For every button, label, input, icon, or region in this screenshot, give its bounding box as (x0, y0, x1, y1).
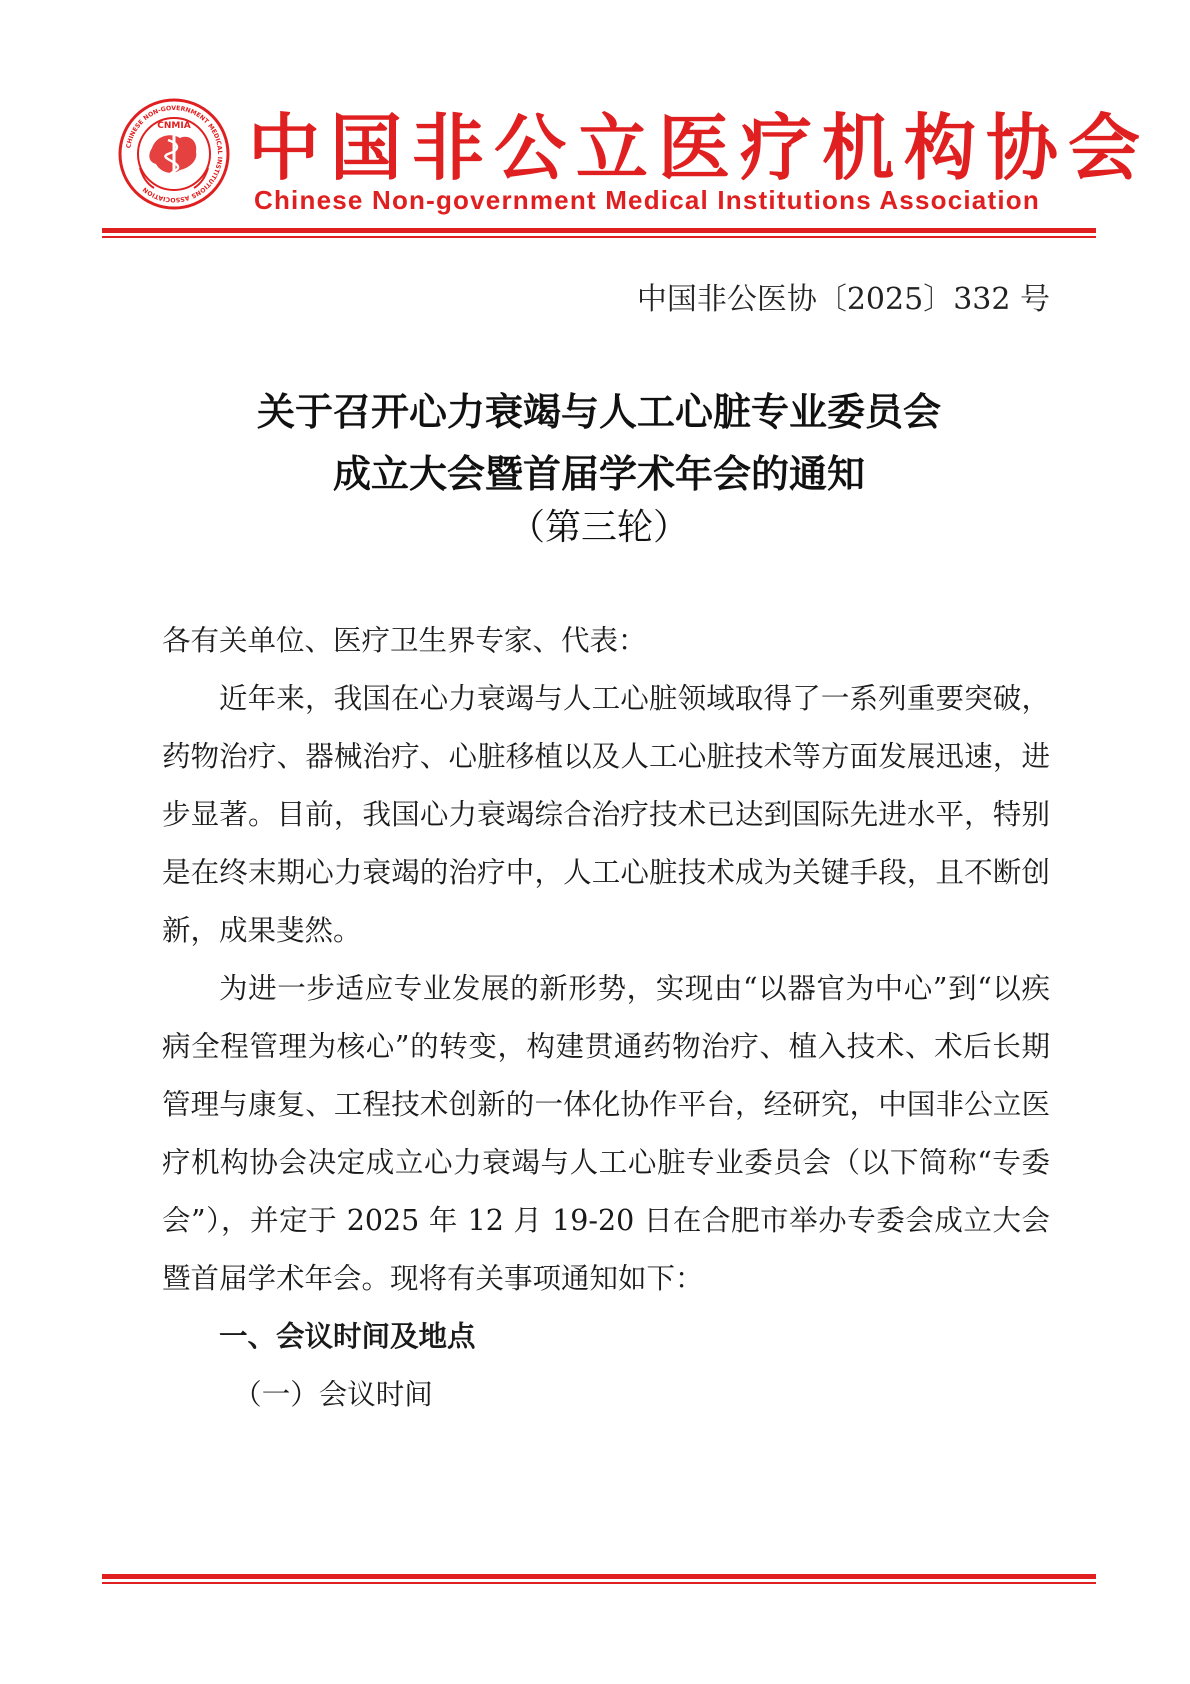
org-name-en: Chinese Non-government Medical Institutions Association (254, 185, 1040, 215)
paragraph-2: 为进一步适应专业发展的新形势，实现由“以器官为中心”到“以疾病全程管理为核心”的转变，构建贯通药物治疗、植入技术、术后长期管理与康复、工程技术创新的一体化协作平台，经研究，中国非公立医疗机构协会决定成立心力衰竭与人工心脏专业委员会（以下简称“专委会”），并定于 2025 年 12 月 19-20 日在合肥市举办专委会成立大会暨首届学术年会。现将有关事项通知如下： (162, 972, 1050, 1295)
paragraph-1: 近年来，我国在心力衰竭与人工心脏领域取得了一系列重要突破，药物治疗、器械治疗、心脏移植以及人工心脏技术等方面发展迅速，进步显著。目前，我国心力衰竭综合治疗技术已达到国际先进水平，特别是在终末期心力衰竭的治疗中，人工心脏技术成为关键手段，且不断创新，成果斐然。 (162, 682, 1050, 947)
document-title-line-1: 关于召开心力衰竭与人工心脏专业委员会 (256, 390, 941, 434)
header-divider (102, 228, 1096, 238)
subsection-heading-1: （一）会议时间 (233, 1378, 433, 1411)
logo-ring-text: CHINESE NON-GOVERNMENT MEDICAL INSTITUTIONS ASSOCIATION (125, 104, 224, 204)
section-heading-1: 一、会议时间及地点 (219, 1320, 476, 1353)
salutation: 各有关单位、医疗卫生界专家、代表： (162, 624, 647, 657)
logo-center-text: CNMIA (157, 121, 191, 131)
document-number: 中国非公医协〔2025〕332 号 (636, 282, 1050, 317)
letterhead (118, 98, 1151, 216)
org-name-cn: 中国非公立医疗机构协会 (248, 106, 1151, 190)
document-title-line-2: 成立大会暨首届学术年会的通知 (332, 452, 865, 496)
footer-divider (102, 1574, 1096, 1584)
association-logo-icon (118, 98, 230, 210)
document-title-round: （第三轮） (508, 507, 689, 548)
document-body (162, 612, 1050, 1424)
